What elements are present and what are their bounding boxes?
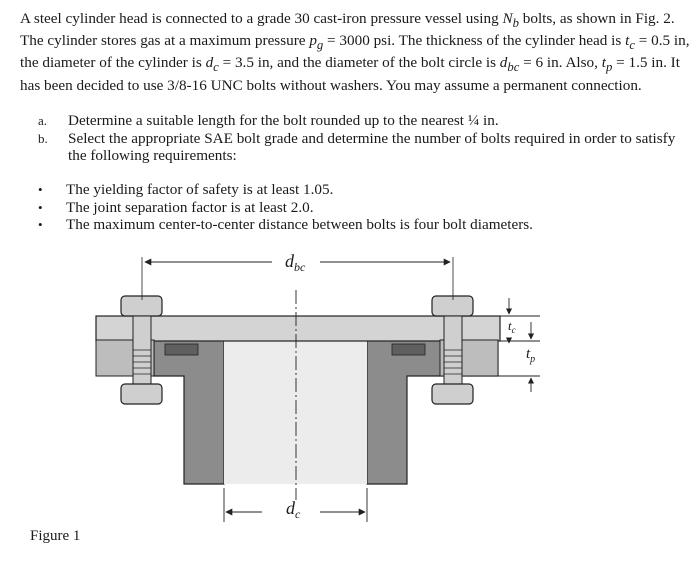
part-text: Determine a suitable length for the bolt rounded up to the nearest ¼ in.: [68, 112, 499, 129]
bullet-marker: •: [38, 182, 43, 197]
part-label: a.: [38, 113, 48, 128]
thickness-dimensions: [498, 298, 540, 392]
bullet-marker: •: [38, 199, 43, 215]
vessel-left-wall: [154, 340, 224, 484]
seal-left: [165, 344, 198, 355]
part-label: b.: [38, 130, 48, 146]
problem-statement: A steel cylinder head is connected to a grade 30 cast-iron pressure vessel using $N_b$ bolts, as shown in Fig. 2. The cylinder stores gas at a maximum pressure $p_g = 3000$ psi. The thickness of the cylinder head is $t_c = 0.5$ in, the diameter of the cylinder is $d_c = 3.5$ in, and the diameter of the bolt circle is $d_{bc} = 6$ in. Also, $t_p = 1.5$ in. It has been decided to use 3/8-16 UNC bolts without washers. You may assume a permanent connection.: [20, 10, 690, 94]
part-text: Select the appropriate SAE bolt grade and determine the number of bolts required in order to satisfy the following requirements:: [68, 129, 676, 164]
tc-label: $t_c$: [508, 318, 516, 335]
figure-caption: Figure 1: [30, 528, 81, 544]
requirement-text: The yielding factor of safety is at least 1.05.: [66, 181, 334, 198]
requirement-text: The maximum center-to-center distance between bolts is four bolt diameters.: [66, 216, 533, 233]
dbc-label: $d_{bc}$: [285, 251, 306, 274]
tp-label: $t_p$: [526, 346, 536, 365]
dc-label: $d_c$: [286, 498, 301, 521]
bullet-marker: •: [38, 217, 43, 232]
seal-right: [392, 344, 425, 355]
requirement-text: The joint separation factor is at least 2.0.: [66, 198, 314, 216]
cylinder-bore: [224, 340, 367, 484]
cylinder-head-plate: [96, 316, 500, 341]
